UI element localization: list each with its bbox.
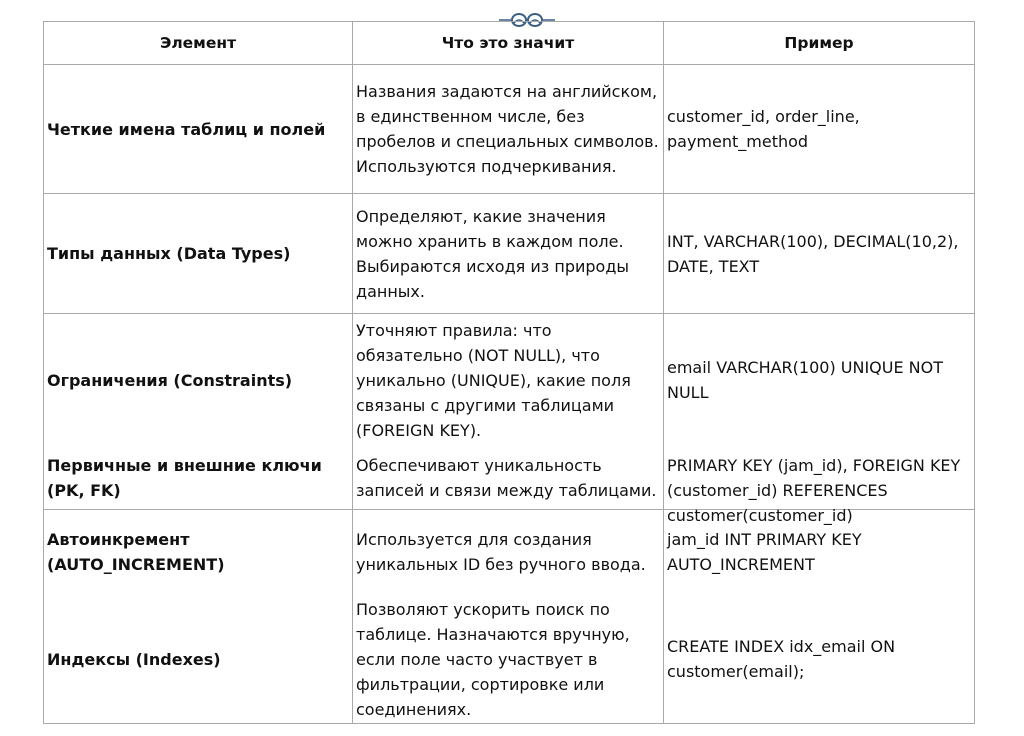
row-meaning: Определяют, какие значения можно хранить в каждом поле. Выбираются исходя из природы данных. <box>353 194 664 314</box>
row-meaning: Названия задаются на английском, в единственном числе, без пробелов и специальных символов. Используются подчеркивания. <box>353 65 664 194</box>
row-meaning: Позволяют ускорить поиск по таблице. Назначаются вручную, если поле часто участвует в фильтрации, сортировке или соединениях. <box>353 595 664 724</box>
table-row <box>44 314 975 447</box>
row-meaning: Обеспечивают уникальность записей и связи между таблицами. <box>353 447 664 510</box>
row-element: Четкие имена таблиц и полей <box>44 65 353 194</box>
row-meaning: Уточняют правила: что обязательно (NOT NULL), что уникально (UNIQUE), какие поля связаны с другими таблицами (FOREIGN KEY). <box>353 314 664 447</box>
row-example: CREATE INDEX idx_email ON customer(email); <box>664 595 975 724</box>
row-element: Ограничения (Constraints) <box>44 314 353 447</box>
row-meaning: Используется для создания уникальных ID без ручного ввода. <box>353 510 664 595</box>
row-element: Первичные и внешние ключи (PK, FK) <box>44 447 353 510</box>
table-row <box>44 595 975 724</box>
row-example: jam_id INT PRIMARY KEY AUTO_INCREMENT <box>664 510 975 595</box>
header-meaning: Что это значит <box>353 22 664 65</box>
sql-elements-table <box>43 21 975 724</box>
table-row <box>44 447 975 510</box>
table-header-row <box>44 22 975 65</box>
row-element: Индексы (Indexes) <box>44 595 353 724</box>
table-row <box>44 65 975 194</box>
row-element: Типы данных (Data Types) <box>44 194 353 314</box>
row-example-text: PRIMARY KEY (jam_id), FOREIGN KEY (customer_id) REFERENCES customer(customer_id) <box>667 456 961 525</box>
header-element: Элемент <box>44 22 353 65</box>
row-example: customer_id, order_line, payment_method <box>664 65 975 194</box>
header-example: Пример <box>664 22 975 65</box>
table-row <box>44 194 975 314</box>
row-element: Автоинкремент (AUTO_INCREMENT) <box>44 510 353 595</box>
row-example: INT, VARCHAR(100), DECIMAL(10,2), DATE, TEXT <box>664 194 975 314</box>
row-example <box>664 447 975 525</box>
row-example: email VARCHAR(100) UNIQUE NOT NULL <box>664 314 975 447</box>
